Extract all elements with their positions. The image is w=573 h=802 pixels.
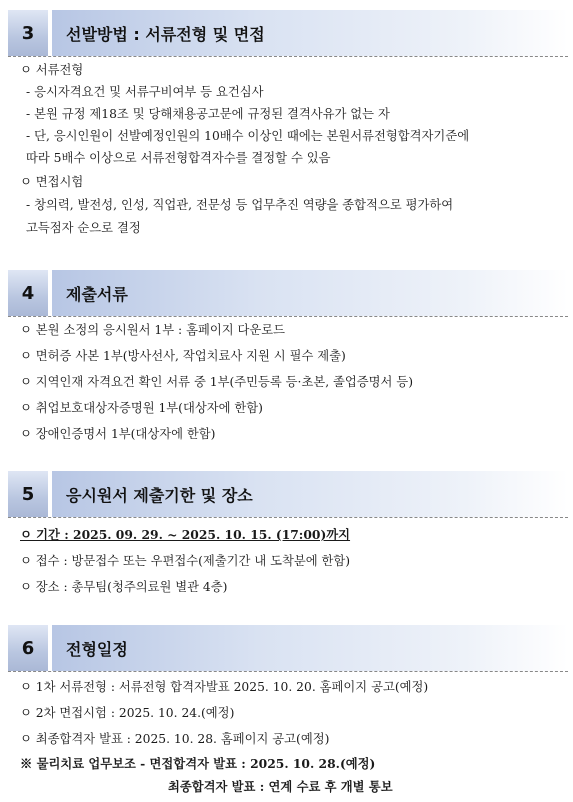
section-divider bbox=[8, 671, 568, 672]
text-line: ㅇ 2차 면접시험 : 2025. 10. 24.(예정) bbox=[20, 706, 235, 720]
section-divider bbox=[8, 517, 568, 518]
text-line: ㅇ 면접시험 bbox=[20, 175, 84, 189]
section-4 bbox=[0, 270, 573, 316]
section-number: 5 bbox=[8, 471, 48, 517]
note-line: ※ 물리치료 업무보조 - 면접합격자 발표 : 2025. 10. 28.(예정) bbox=[20, 756, 376, 771]
text-line: ㅇ 면허증 사본 1부(방사선사, 작업치료사 지원 시 필수 제출) bbox=[20, 349, 346, 363]
text-line: ㅇ 서류전형 bbox=[20, 63, 84, 77]
text-line: ㅇ 본원 소정의 응시원서 1부 : 홈페이지 다운로드 bbox=[20, 323, 286, 337]
text-line: - 단, 응시인원이 선발예정인원의 10배수 이상인 때에는 본원서류전형합격자기준에 bbox=[26, 129, 470, 143]
section-title: 전형일정 bbox=[52, 625, 568, 671]
section-number: 4 bbox=[8, 270, 48, 316]
text-line: 고득점자 순으로 결정 bbox=[26, 221, 141, 235]
text-line: - 응시자격요건 및 서류구비여부 등 요건심사 bbox=[26, 85, 264, 99]
note-line: 최종합격자 발표 : 연계 수료 후 개별 통보 bbox=[168, 779, 393, 794]
section-title: 제출서류 bbox=[52, 270, 568, 316]
text-line: ㅇ 접수 : 방문접수 또는 우편접수(제출기간 내 도착분에 한함) bbox=[20, 554, 351, 568]
section-3 bbox=[0, 10, 573, 56]
text-line: ㅇ 장애인증명서 1부(대상자에 한함) bbox=[20, 427, 216, 441]
section-header bbox=[8, 10, 568, 56]
section-header bbox=[8, 471, 568, 517]
section-header bbox=[8, 270, 568, 316]
text-line: ㅇ 1차 서류전형 : 서류전형 합격자발표 2025. 10. 20. 홈페이지 공고(예정) bbox=[20, 680, 429, 694]
section-number: 6 bbox=[8, 625, 48, 671]
text-line: ㅇ 최종합격자 발표 : 2025. 10. 28. 홈페이지 공고(예정) bbox=[20, 732, 330, 746]
text-line: 따라 5배수 이상으로 서류전형합격자수를 결정할 수 있음 bbox=[26, 151, 331, 165]
text-line: ㅇ 지역인재 자격요건 확인 서류 중 1부(주민등록 등·초본, 졸업증명서 등) bbox=[20, 375, 414, 389]
text-line: - 창의력, 발전성, 인성, 직업관, 전문성 등 업무추진 역량을 종합적으로 평가하여 bbox=[26, 198, 454, 212]
section-6 bbox=[0, 625, 573, 671]
section-title: 선발방법 : 서류전형 및 면접 bbox=[52, 10, 568, 56]
section-number: 3 bbox=[8, 10, 48, 56]
section-title: 응시원서 제출기한 및 장소 bbox=[52, 471, 568, 517]
section-header bbox=[8, 625, 568, 671]
deadline-line: ㅇ 기간 : 2025. 09. 29. ~ 2025. 10. 15. (17:00)까지 bbox=[20, 527, 351, 542]
section-divider bbox=[8, 56, 568, 57]
text-line: ㅇ 장소 : 총무팀(청주의료원 별관 4층) bbox=[20, 580, 228, 594]
text-line: - 본원 규정 제18조 및 당해채용공고문에 규정된 결격사유가 없는 자 bbox=[26, 107, 390, 121]
text-line: ㅇ 취업보호대상자증명원 1부(대상자에 한함) bbox=[20, 401, 263, 415]
section-5 bbox=[0, 471, 573, 517]
section-divider bbox=[8, 316, 568, 317]
